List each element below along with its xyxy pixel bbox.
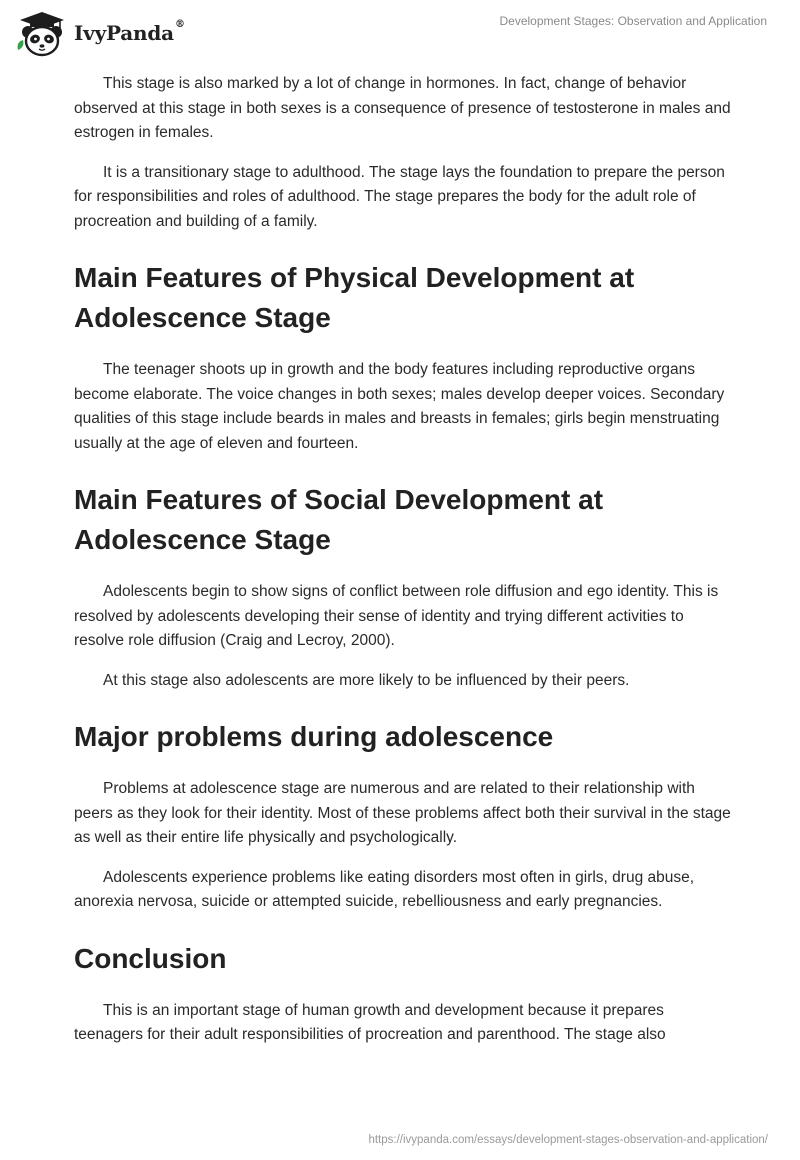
paragraph-problems-list: Adolescents experience problems like eating disorders most often in girls, drug abuse, anorexia nervosa, suicide or attempted suicide, rebelliousness and early pregnancies. [74, 868, 695, 910]
heading-physical-development: Main Features of Physical Development at Adolescence Stage [74, 262, 635, 333]
paragraph-conclusion: This is an important stage of human growth and development because it prepares teenagers for their adult responsibilities of procreation and parenthood. The stage also [74, 1001, 666, 1043]
paragraph-hormones: This stage is also marked by a lot of change in hormones. In fact, change of behavior observed at this stage in both sexes is a consequence of presence of testosterone in males and estrogen in females. [74, 75, 731, 141]
paragraph-social-conflict: Adolescents begin to show signs of conflict between role diffusion and ego identity. This is resolved by adolescents developing their sense of identity and trying different activities to resolve role diffusion (Craig and Lecroy, 2000). [74, 583, 719, 649]
document-title: Development Stages: Observation and Application [499, 14, 767, 28]
page-header [0, 0, 800, 60]
heading-conclusion: Conclusion [74, 942, 227, 974]
paragraph-problems-peers: Problems at adolescence stage are numerous and are related to their relationship with peers as they look for their identity. Most of these problems affect both their survival in the stage as well as their entire life physically and psychologically. [74, 780, 731, 846]
source-url[interactable]: https://ivypanda.com/essays/development-stages-observation-and-application/ [368, 1134, 768, 1146]
heading-social-development: Main Features of Social Development at Adolescence Stage [74, 484, 604, 555]
paragraph-social-peers: At this stage also adolescents are more likely to be influenced by their peers. [103, 671, 630, 689]
ivypanda-logo[interactable] [14, 8, 185, 58]
paragraph-physical: The teenager shoots up in growth and the body features including reproductive organs become elaborate. The voice changes in both sexes; males develop deeper voices. Secondary qualities of this stage include beards in males and breasts in females; girls begin menstruating usually at the age of eleven and fourteen. [74, 361, 725, 452]
paragraph-transition: It is a transitionary stage to adulthood. The stage lays the foundation to prepare the person for responsibilities and roles of adulthood. The stage prepares the body for the adult role of procreation and building of a family. [74, 163, 725, 230]
heading-major-problems: Major problems during adolescence [74, 721, 554, 752]
panda-graduate-icon [14, 8, 70, 58]
essay-content [74, 72, 734, 1063]
logo-wordmark: IvyPanda® [74, 19, 185, 45]
